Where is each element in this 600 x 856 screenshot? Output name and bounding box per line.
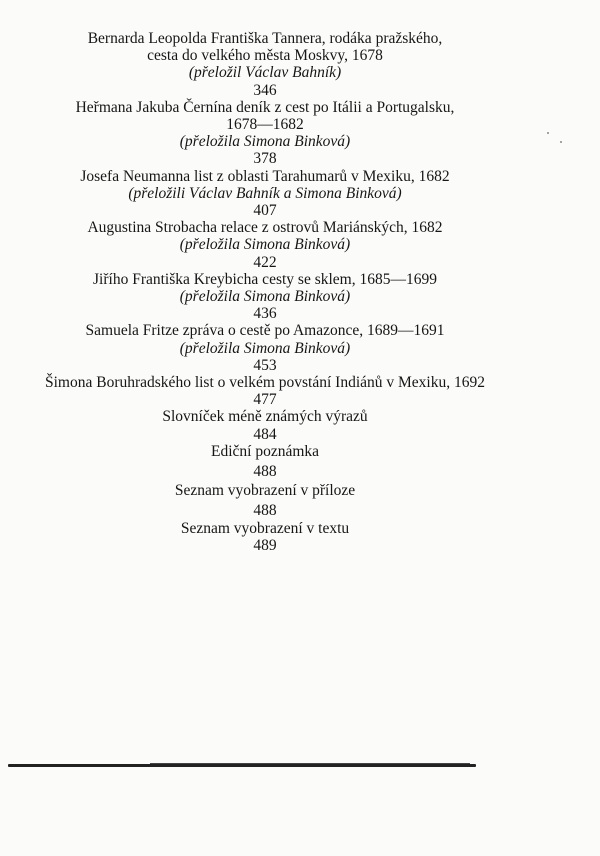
entry-page-number: 407 <box>253 202 277 220</box>
entry-translator: (přeložila Simona Binková) <box>179 288 351 306</box>
toc-entry <box>0 482 530 519</box>
entry-title-line: Seznam vyobrazení v příloze <box>174 482 356 500</box>
entry-page-number: 488 <box>253 463 277 481</box>
toc-entry <box>0 443 530 480</box>
entry-page-number: 453 <box>253 356 277 374</box>
entry-page-number: 484 <box>253 425 277 443</box>
entry-title-line: Bernarda Leopolda Františka Tannera, rodáka pražského, <box>87 30 443 47</box>
bottom-rule <box>8 764 476 767</box>
entry-page-number: 346 <box>253 81 277 99</box>
paper-speck <box>547 132 549 134</box>
entry-title-line: Seznam vyobrazení v textu <box>180 519 350 537</box>
entry-page-number: 378 <box>253 150 277 168</box>
entry-title-line: Josefa Neumanna list z oblasti Tarahumarů v Mexiku, 1682 <box>80 167 450 185</box>
toc-entry <box>0 30 530 99</box>
toc-entry <box>0 322 530 374</box>
entry-page-number: 488 <box>253 502 277 520</box>
entry-translator: (přeložila Simona Binková) <box>179 339 351 357</box>
toc-entry <box>0 520 530 554</box>
entry-page-number: 489 <box>253 536 277 554</box>
toc-entry <box>0 408 530 442</box>
entry-translator: (přeložila Simona Binková) <box>179 236 351 254</box>
toc-entry <box>0 99 530 168</box>
entry-title-line: Šimona Boruhradského list o velkém povstání Indiánů v Mexiku, 1692 <box>45 374 485 392</box>
toc-entry <box>0 219 530 271</box>
entry-title-line: Slovníček méně známých výrazů <box>162 408 368 426</box>
entry-title-line: Augustina Strobacha relace z ostrovů Mariánských, 1682 <box>87 219 443 237</box>
entry-page-number: 436 <box>253 305 277 323</box>
entry-title-line: Ediční poznámka <box>210 442 320 460</box>
entry-title-line: Jiřího Františka Kreybicha cesty se sklem, 1685—1699 <box>93 270 437 288</box>
table-of-contents <box>0 30 530 554</box>
entry-title-line: Samuela Fritze zpráva o cestě po Amazonce, 1689—1691 <box>85 322 445 340</box>
entry-page-number: 477 <box>253 391 277 409</box>
entry-title-line: Heřmana Jakuba Černína deník z cest po Itálii a Portugalsku, <box>75 98 455 116</box>
paper-speck <box>560 141 562 143</box>
entry-page-number: 422 <box>253 253 277 271</box>
toc-entry <box>0 374 530 408</box>
bottom-rule-thin <box>150 763 470 764</box>
entry-translator: (přeložil Václav Bahník) <box>188 64 342 82</box>
entry-title-line: cesta do velkého města Moskvy, 1678 <box>147 47 383 65</box>
entry-translator: (přeložila Simona Binková) <box>179 133 351 151</box>
toc-entry <box>0 168 530 220</box>
entry-translator: (přeložili Václav Bahník a Simona Binková) <box>128 184 402 202</box>
toc-entry <box>0 271 530 323</box>
entry-title-line: 1678—1682 <box>226 116 304 134</box>
